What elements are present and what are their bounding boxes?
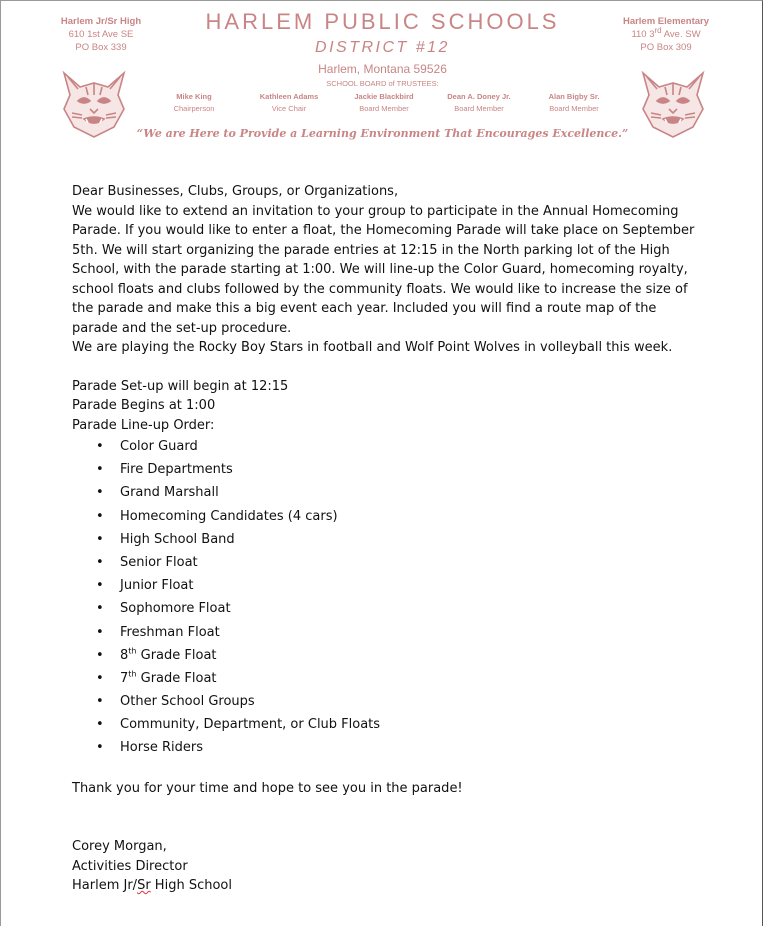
list-item: • 8th Grade Float: [96, 646, 217, 663]
letter-body: [72, 182, 712, 896]
begin-time: Parade Begins at 1:00: [72, 398, 216, 413]
list-item: • Horse Riders: [96, 740, 203, 756]
signature-name: Corey Morgan,: [72, 839, 167, 855]
list-item: • Other School Groups: [96, 694, 255, 710]
letterhead-title: HARLEM PUBLIC SCHOOLS: [205, 9, 560, 34]
trustee: Mike King Chairperson: [173, 92, 215, 113]
list-item: • Senior Float: [96, 554, 198, 570]
motto: “We are Here to Provide a Learning Environment That Encourages Excellence.”: [136, 127, 629, 140]
closing: Thank you for your time and hope to see you in the parade!: [72, 780, 463, 796]
signature-title: Activities Director: [72, 858, 188, 874]
paragraph-line: school floats and clubs followed by the community floats. We would like to increase the size of: [72, 281, 688, 297]
left-school-name: Harlem Jr/Sr High: [60, 16, 142, 27]
right-school-name: Harlem Elementary: [622, 16, 710, 27]
list-item: • Fire Departments: [96, 462, 233, 478]
right-school-address: 110 3rd Ave. SW: [631, 25, 701, 40]
list-item: • High School Band: [96, 531, 235, 547]
lineup-heading: Parade Line-up Order:: [72, 417, 215, 433]
paragraph-line: parade and the set-up procedure.: [72, 320, 292, 336]
paragraph-line: 5th. We will start organizing the parade entries at 12:15 in the North parking lot of the High: [72, 242, 670, 258]
wildcat-mascot-icon: [58, 69, 130, 141]
paragraph-line: the parade and make this a big event each year. Included you will find a route map of the: [72, 301, 657, 316]
paragraph-line: Parade. If you would like to enter a float, the Homecoming Parade will take place on September: [72, 223, 695, 238]
greeting: Dear Businesses, Clubs, Groups, or Organizations,: [72, 184, 399, 199]
trustee: Jackie Blackbird Board Member: [354, 92, 414, 113]
board-title: SCHOOL BOARD of TRUSTEES:: [326, 79, 439, 88]
list-item: • Grand Marshall: [96, 485, 219, 501]
paragraph-line: School, with the parade starting at 1:00. We will line-up the Color Guard, homecoming royalty,: [72, 262, 688, 277]
list-item: • 7th Grade Float: [96, 669, 217, 686]
list-item: • Color Guard: [96, 439, 198, 454]
signature-school: Harlem Jr/Sr High School: [72, 878, 232, 894]
paragraph-line: We would like to extend an invitation to your group to participate in the Annual Homecoming: [72, 203, 679, 219]
left-school-po-box: PO Box 339: [75, 42, 127, 53]
list-item: • Freshman Float: [96, 624, 220, 640]
lineup-list: [72, 435, 712, 760]
letterhead-city: Harlem, Montana 59526: [318, 62, 447, 76]
list-item: • Sophomore Float: [96, 601, 231, 617]
list-item: • Homecoming Candidates (4 cars): [96, 508, 338, 524]
game-info: We are playing the Rocky Boy Stars in football and Wolf Point Wolves in volleyball this week.: [72, 340, 673, 355]
list-item: • Junior Float: [96, 578, 194, 594]
setup-time: Parade Set-up will begin at 12:15: [72, 378, 289, 394]
letterhead-district: DISTRICT #12: [315, 39, 450, 56]
wildcat-mascot-icon: [637, 69, 709, 141]
trustee: Dean A. Doney Jr. Board Member: [447, 92, 511, 113]
right-school-po-box: PO Box 309: [640, 42, 692, 53]
trustee: Kathleen Adams Vice Chair: [259, 92, 319, 113]
list-item: • Community, Department, or Club Floats: [96, 717, 381, 733]
trustee: Alan Bigby Sr. Board Member: [548, 92, 600, 113]
left-school-address: 610 1st Ave SE: [68, 29, 134, 40]
